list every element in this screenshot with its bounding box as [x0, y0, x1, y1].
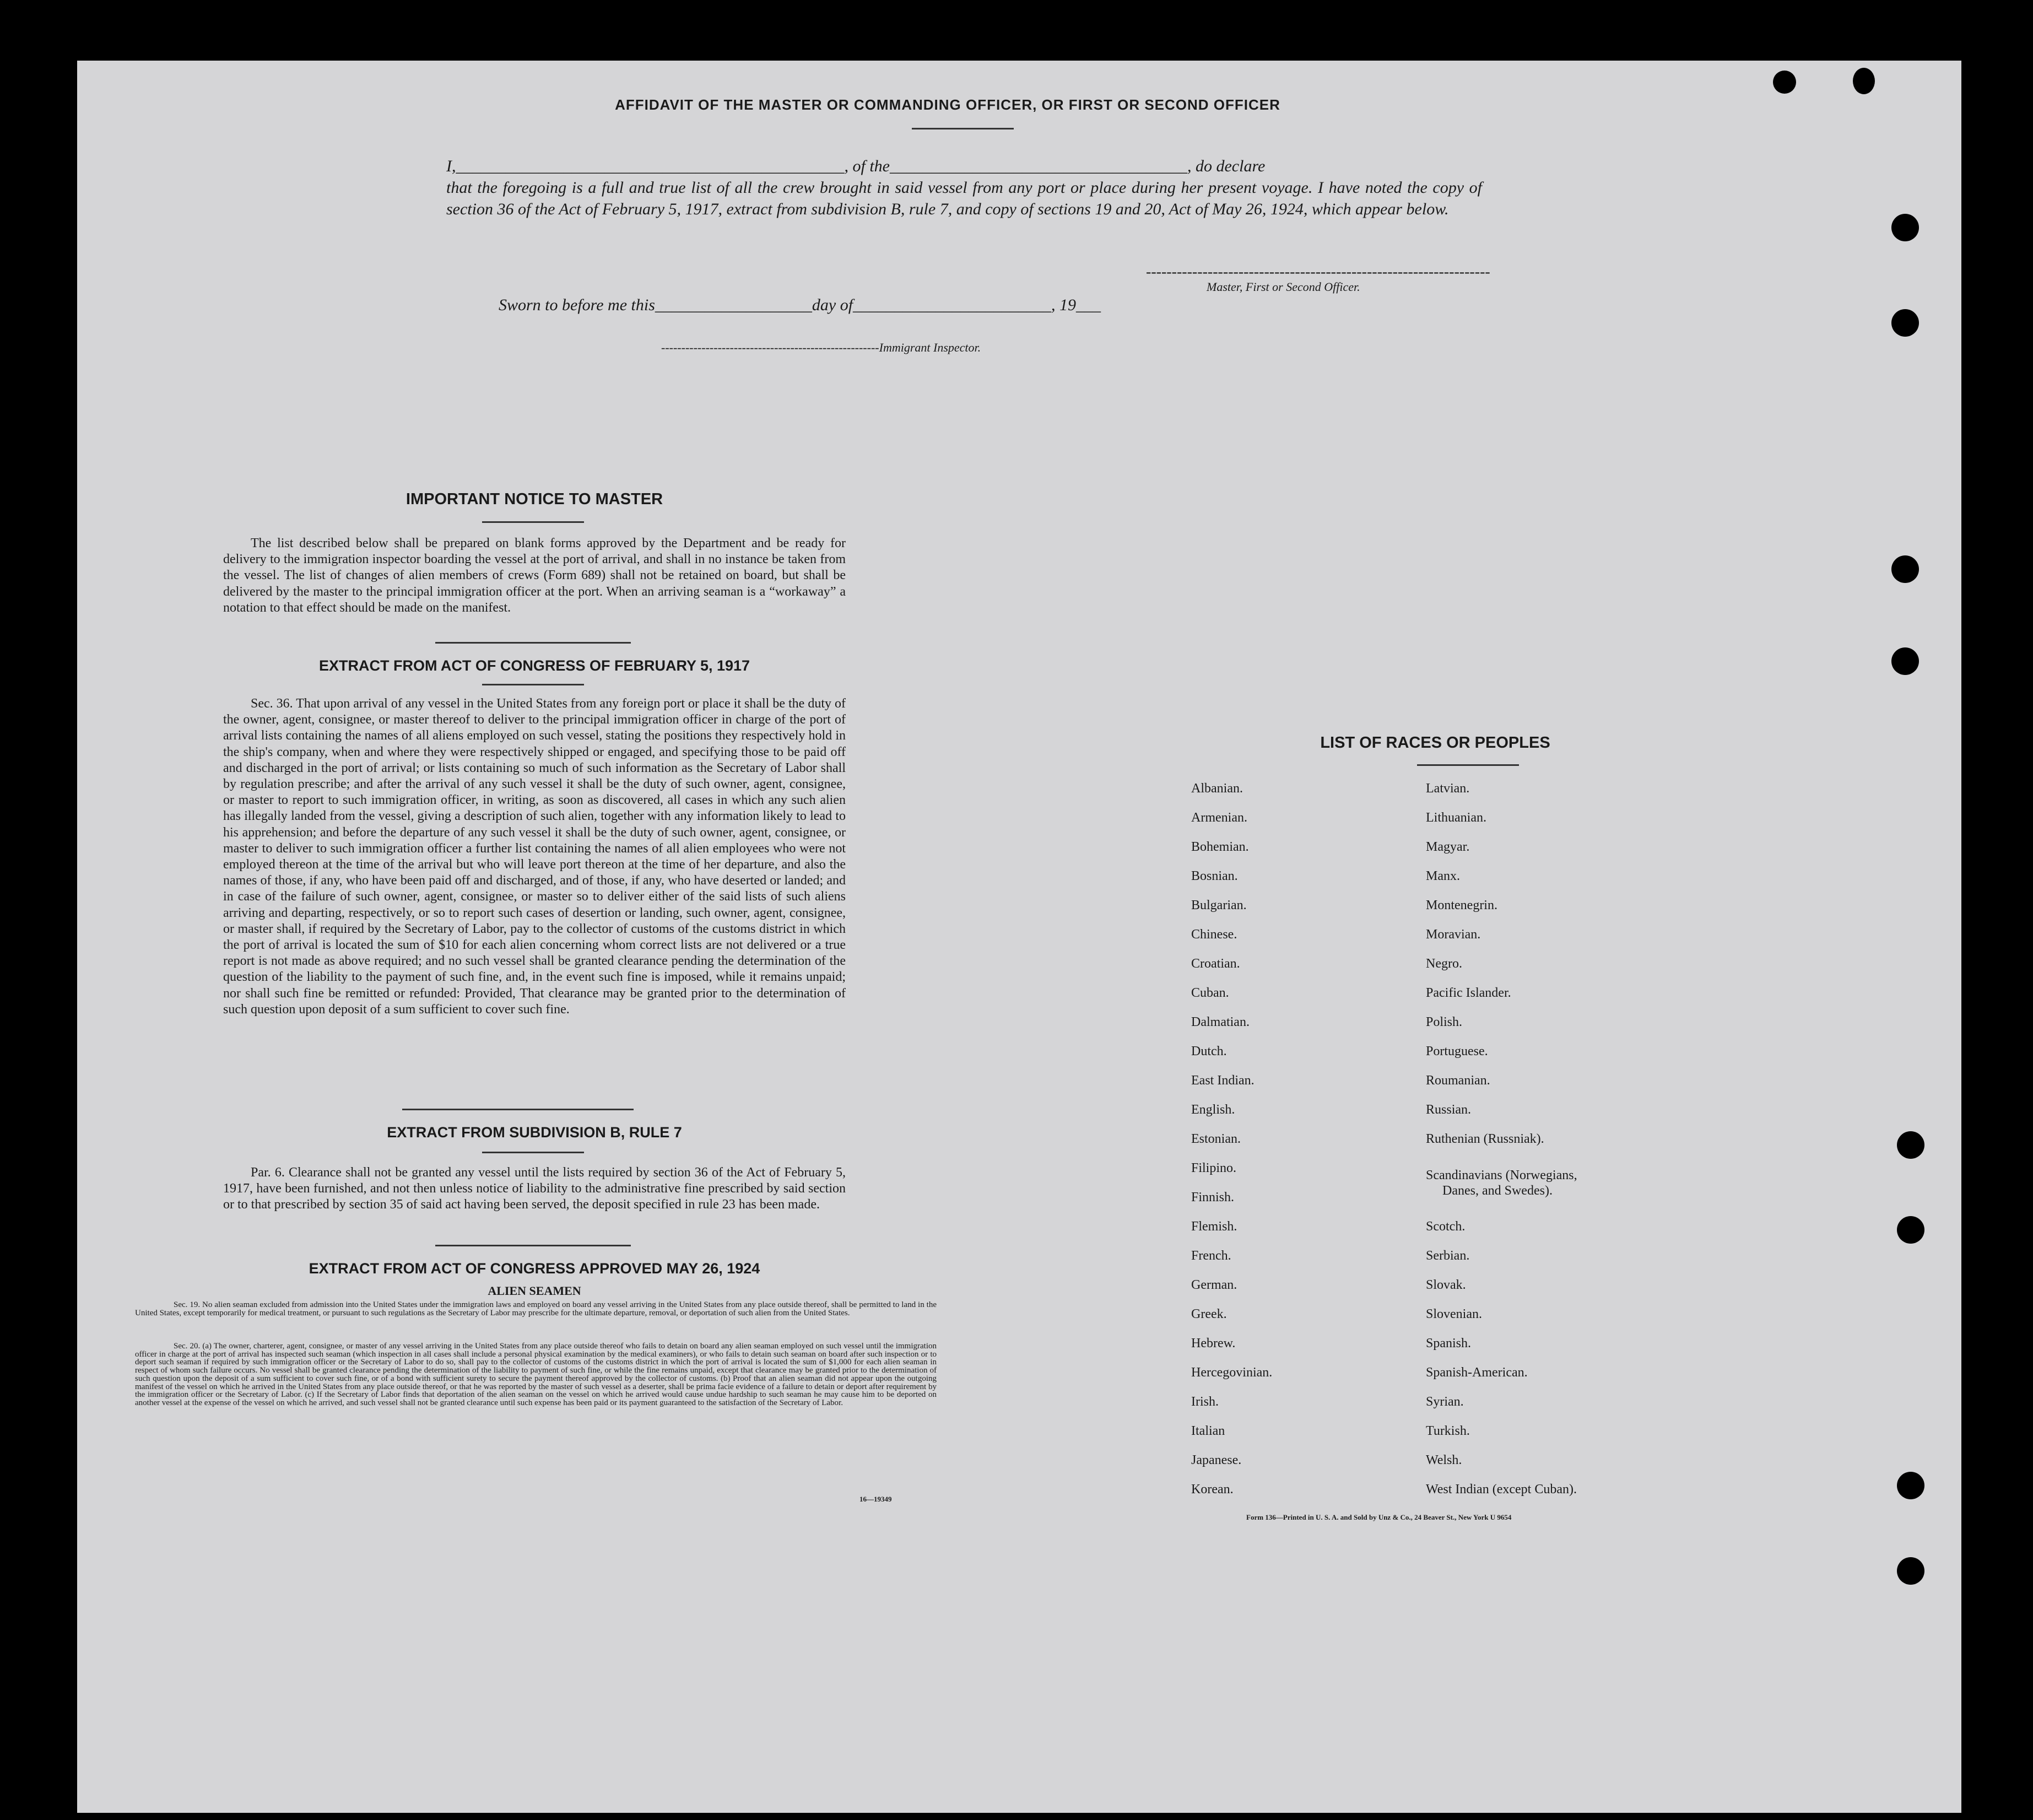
races-title-rule — [1417, 764, 1519, 766]
race-item: East Indian. — [1191, 1073, 1255, 1088]
race-item: Montenegrin. — [1426, 898, 1497, 912]
paragraph-6-text: Par. 6. Clearance shall not be granted any vessel until the lists required by section 36 of the Act of February 5, 1917, have been furnished, and not then unless notice of liability to the administrative fine prescribed by said section or to that prescribed by section 35 of said act having been served, the deposit specified in rule 23 has been made. — [223, 1165, 846, 1212]
subdivision-b-divider — [435, 1245, 631, 1246]
race-item: Bosnian. — [1191, 869, 1238, 883]
race-item: Lithuanian. — [1426, 811, 1486, 825]
printer-footer: Form 136—Printed in U. S. A. and Sold by Unz & Co., 24 Beaver St., New York U 9654 — [1246, 1513, 1512, 1521]
race-item: Serbian. — [1426, 1249, 1470, 1263]
binder-hole-top-1 — [1773, 71, 1796, 94]
binder-hole-top-2 — [1853, 68, 1875, 94]
race-item: Turkish. — [1426, 1424, 1470, 1438]
race-item: Hercegovinian. — [1191, 1365, 1273, 1380]
race-item: Flemish. — [1191, 1219, 1237, 1234]
binder-hole-5 — [1897, 1131, 1924, 1159]
race-item: Moravian. — [1426, 927, 1481, 942]
race-item: Russian. — [1426, 1103, 1472, 1117]
race-item: Hebrew. — [1191, 1336, 1236, 1351]
race-item: Scandinavians (Norwegians, — [1426, 1168, 1577, 1182]
race-item: Chinese. — [1191, 927, 1237, 942]
subdivision-b-title: EXTRACT FROM SUBDIVISION B, RULE 7 — [387, 1124, 682, 1141]
race-item: Latvian. — [1426, 781, 1470, 796]
race-item: Danes, and Swedes). — [1442, 1184, 1553, 1198]
race-item: Magyar. — [1426, 840, 1470, 854]
race-item: Dutch. — [1191, 1044, 1227, 1058]
race-item: German. — [1191, 1278, 1237, 1292]
section-36-text: Sec. 36. That upon arrival of any vessel in the United States from any foreign port or place it shall be the duty of the owner, agent, consignee, or master thereof to deliver to the principal immigration officer in charge of the port of arrival lists containing the names of all aliens employed on such vessel, stating the positions they respectively hold in the ship's company, when and where they were respectively shipped or engaged, and specifying those to be paid off and discharged in the port of arrival; or lists containing so much of such information as the Secretary of Labor shall by regulation prescribe; and after the arrival of any such vessel it shall be the duty of such owner, agent, consignee, or master to report to such immigration officer, in writing, as soon as discovered, all cases in which any such alien has illegally landed from the vessel, giving a description of such alien, together with any information likely to lead to his apprehension; and before the departure of any such vessel it shall be the duty of such owner, agent, consignee, or master to deliver to such immigration officer a further list containing the names of all alien employees who were not employed thereon at the time of the arrival but who will leave port thereon at the time of her departure, and also the names of those, if any, who have been paid off and discharged, and of those, if any, who have deserted or landed; and in case of the failure of such owner, agent, consignee, or master so to deliver either of the said lists of such aliens arriving and departing, respectively, or so to report such cases of desertion or landing, such owner, agent, consignee, or master shall, if required by the Secretary of Labor, pay to the collector of customs of the customs district in which the port of arrival is located the sum of $10 for each alien concerning whom correct lists are not delivered or a true report is not made as above required; and no such vessel shall be granted clearance pending the determination of the question of the liability to the payment of such fine, and, in the event such fine is imposed, while it remains unpaid; nor shall such fine be remitted or refunded: Provided, That clearance may be granted prior to the determination of such question upon deposit of a sum sufficient to cover such fine. — [223, 696, 846, 1017]
race-item: Slovak. — [1426, 1278, 1466, 1292]
alien-seamen-subtitle: ALIEN SEAMEN — [488, 1284, 581, 1298]
race-item: French. — [1191, 1249, 1231, 1263]
race-item: Greek. — [1191, 1307, 1227, 1321]
race-item: Bulgarian. — [1191, 898, 1247, 912]
race-item: Albanian. — [1191, 781, 1243, 796]
form-number: 16—19349 — [859, 1495, 892, 1503]
affidavit-title: AFFIDAVIT OF THE MASTER OR COMMANDING OFFICER, OR FIRST OR SECOND OFFICER — [615, 96, 1280, 113]
race-item: Dalmatian. — [1191, 1015, 1250, 1029]
race-item: Estonian. — [1191, 1132, 1241, 1146]
notice-divider — [435, 642, 631, 644]
binder-hole-7 — [1897, 1472, 1924, 1499]
race-item: Manx. — [1426, 869, 1460, 883]
race-item: English. — [1191, 1103, 1235, 1117]
signature-line: ------------------------------------------------------------------- — [1146, 263, 1490, 280]
race-item: Spanish-American. — [1426, 1365, 1528, 1380]
affidavit-title-rule — [912, 128, 1014, 129]
binder-hole-3 — [1891, 555, 1919, 583]
affidavit-declaration-body: that the foregoing is a full and true list of all the crew brought in said vessel from any port or place during her present voyage. I have noted the copy of section 36 of the Act of February 5, 1917, extract from subdivision B, rule 7, and copy of sections 19 and 20, Act of May 26, 1924, which appear below. — [446, 179, 1482, 218]
binder-hole-8 — [1897, 1557, 1924, 1585]
race-item: Negro. — [1426, 957, 1462, 971]
race-item: Spanish. — [1426, 1336, 1472, 1351]
race-item: Italian — [1191, 1424, 1225, 1438]
race-item: Pacific Islander. — [1426, 986, 1511, 1000]
binder-hole-4 — [1891, 647, 1919, 675]
extract-1917-divider — [402, 1109, 634, 1110]
extract-1917-title-rule — [482, 684, 584, 685]
extract-1924-title: EXTRACT FROM ACT OF CONGRESS APPROVED MAY 26, 1924 — [309, 1260, 760, 1277]
race-item: Korean. — [1191, 1482, 1234, 1497]
sworn-statement: Sworn to before me this___________________day of________________________, 19___ — [499, 296, 1101, 314]
race-item: Slovenian. — [1426, 1307, 1482, 1321]
races-list-title: LIST OF RACES OR PEOPLES — [1320, 734, 1550, 752]
race-item: Ruthenian (Russniak). — [1426, 1132, 1544, 1146]
section-20-text: Sec. 20. (a) The owner, charterer, agent, consignee, or master of any vessel arriving in the United States from any place outside thereof who fails to detain on board any alien seaman employed on such vessel until the immigration officer in charge at the port of arrival has inspected such seaman (which inspection in all cases shall include a personal physical examination by the medical examiners), or who fails to detain such seaman on board after such inspection or to deport such seaman if required by such immigration officer or the Secretary of Labor to do so, shall pay to the collector of customs of the customs district in which the port of arrival is located the sum of $1,000 for each alien seaman in respect of whom such failure occurs. No vessel shall be granted clearance pending the determination of the liability to payment of such fine, or while the fine remains unpaid, except that clearance may be granted prior to the determination of such question upon the deposit of a sum sufficient to cover such fine, or of a bond with sufficient surety to secure the payment thereof approved by the collector of customs. (b) Proof that an alien seaman did not appear upon the outgoing manifest of the vessel on which he arrived in the United States from any place outside thereof, or that he was reported by the master of such vessel as a deserter, shall be prima facie evidence of a failure to detain or deport after requirement by the immigration officer or the Secretary of Labor. (c) If the Secretary of Labor finds that deportation of the alien seaman on the vessel on which he arrived would cause undue hardship to such seaman he may cause him to be deported on another vessel at the expense of the vessel on which he arrived, and such vessel shall not be granted clearance until such expense has been paid or its payment guaranteed to the satisfaction of the Secretary of Labor. — [135, 1342, 937, 1407]
signature-caption: Master, First or Second Officer. — [1207, 280, 1360, 294]
notice-title: IMPORTANT NOTICE TO MASTER — [405, 490, 663, 508]
race-item: Armenian. — [1191, 811, 1247, 825]
race-item: Finnish. — [1191, 1190, 1235, 1205]
race-item: Polish. — [1426, 1015, 1463, 1029]
binder-hole-1 — [1891, 214, 1919, 241]
race-item: Roumanian. — [1426, 1073, 1490, 1088]
race-item: Syrian. — [1426, 1395, 1464, 1409]
subdivision-b-title-rule — [482, 1152, 584, 1153]
race-item: Croatian. — [1191, 957, 1240, 971]
affidavit-declaration-line: I,_______________________________________________, of the____________________________________, do declare — [446, 157, 1266, 175]
race-item: Japanese. — [1191, 1453, 1242, 1467]
race-item: Portuguese. — [1426, 1044, 1488, 1058]
race-item: Bohemian. — [1191, 840, 1249, 854]
section-19-text: Sec. 19. No alien seaman excluded from admission into the United States under the immigration laws and employed on board any vessel arriving in the United States from any place outside thereof, shall be permitted to land in the United States, except temporarily for medical treatment, or pursuant to such regulations as the Secretary of Labor may prescribe for the ultimate departure, removal, or deportation of such alien from the United States. — [135, 1300, 937, 1317]
race-item: Cuban. — [1191, 986, 1229, 1000]
notice-title-rule — [482, 521, 584, 523]
race-item: Scotch. — [1426, 1219, 1466, 1234]
race-item: Welsh. — [1426, 1453, 1462, 1467]
race-item: Filipino. — [1191, 1161, 1237, 1175]
binder-hole-2 — [1891, 309, 1919, 337]
binder-hole-6 — [1897, 1216, 1924, 1244]
extract-1917-title: EXTRACT FROM ACT OF CONGRESS OF FEBRUARY 5, 1917 — [318, 657, 750, 674]
immigrant-inspector-line: ------------------------------------------------------Immigrant Inspector. — [661, 341, 981, 354]
notice-body: The list described below shall be prepared on blank forms approved by the Department and be ready for delivery to the immigration inspector boarding the vessel at the port of arrival, and shall in no instance be taken from the vessel. The list of changes of alien members of crews (Form 689) shall not be retained on board, but shall be delivered by the master to the principal immigration officer at the port. When an arriving seaman is a “workaway” a notation to that effect should be made on the manifest. — [223, 536, 846, 615]
race-item: Irish. — [1191, 1395, 1219, 1409]
race-item: West Indian (except Cuban). — [1426, 1482, 1577, 1497]
